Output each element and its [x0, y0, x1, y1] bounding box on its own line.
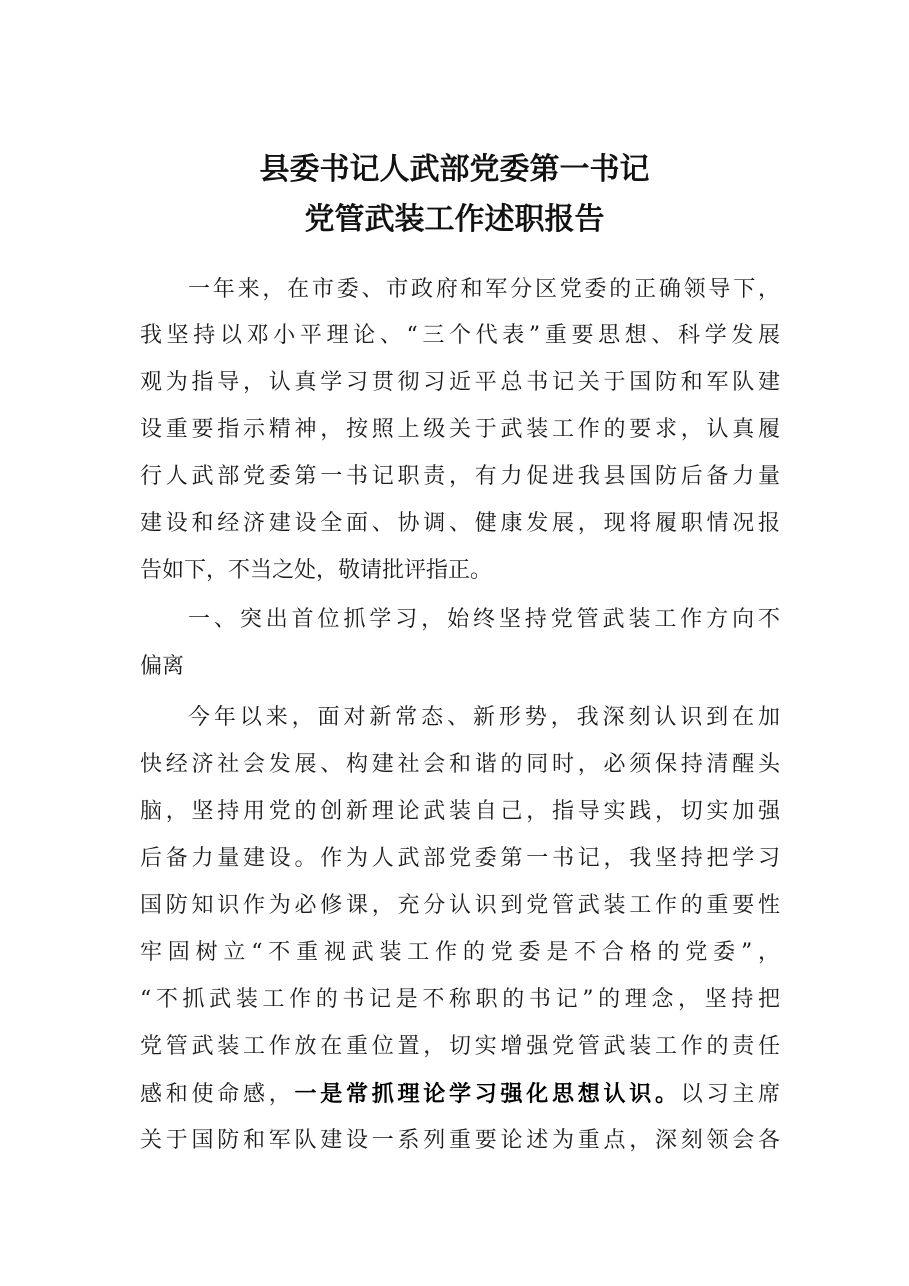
paragraph-2-line-3: 脑，坚持用党的创新理论武装自己，指导实践，切实加强 [140, 799, 780, 824]
paragraph-2-line-8: 党管武装工作放在重位置，切实增强党管武装工作的责任 [140, 1034, 780, 1059]
document-title-line-1: 县委书记人武部党委第一书记 [259, 152, 650, 187]
paragraph-1-line-6: 建设和经济建设全面、协调、健康发展，现将履职情况报 [140, 511, 780, 536]
bold-emphasis-text: 一是常抓理论学习强化思想认识。 [294, 1081, 681, 1107]
section-heading-1-line-1: 一、突出首位抓学习，始终坚持党管武装工作方向不 [188, 607, 780, 632]
paragraph-1-line-5: 行人武部党委第一书记职责，有力促进我县国防后备力量 [140, 464, 780, 489]
section-heading-1-line-2: 偏离 [140, 654, 185, 679]
paragraph-1-line-2: 我坚持以邓小平理论、“三个代表”重要思想、科学发展 [140, 323, 780, 348]
paragraph-2-line-1: 今年以来，面对新常态、新形势，我深刻认识到在加 [188, 705, 780, 730]
paragraph-1-line-1: 一年来，在市委、市政府和军分区党委的正确领导下， [188, 277, 780, 302]
paragraph-2-line-9 [140, 1079, 780, 1110]
paragraph-2-line-2: 快经济社会发展、构建社会和谐的同时，必须保持清醒头 [140, 752, 780, 777]
line-text-before-bold: 感和使命感， [140, 1082, 295, 1107]
paragraph-2-line-4: 后备力量建设。作为人武部党委第一书记，我坚持把学习 [140, 846, 780, 871]
paragraph-2-line-7: “不抓武装工作的书记是不称职的书记”的理念，坚持把 [140, 987, 780, 1012]
paragraph-1-line-7: 告如下，不当之处，敬请批评指正。 [140, 558, 493, 583]
line-text-after-bold: 以习主席 [680, 1082, 780, 1107]
document-title-line-2: 党管武装工作述职报告 [304, 202, 605, 237]
paragraph-1-line-3: 观为指导，认真学习贯彻习近平总书记关于国防和军队建 [140, 370, 780, 395]
paragraph-2-line-6: 牢固树立“不重视武装工作的党委是不合格的党委”， [140, 940, 780, 965]
paragraph-2-line-10: 关于国防和军队建设一系列重要论述为重点，深刻领会各 [140, 1128, 780, 1153]
paragraph-1-line-4: 设重要指示精神，按照上级关于武装工作的要求，认真履 [140, 417, 780, 442]
paragraph-2-line-5: 国防知识作为必修课，充分认识到党管武装工作的重要性 [140, 893, 780, 918]
